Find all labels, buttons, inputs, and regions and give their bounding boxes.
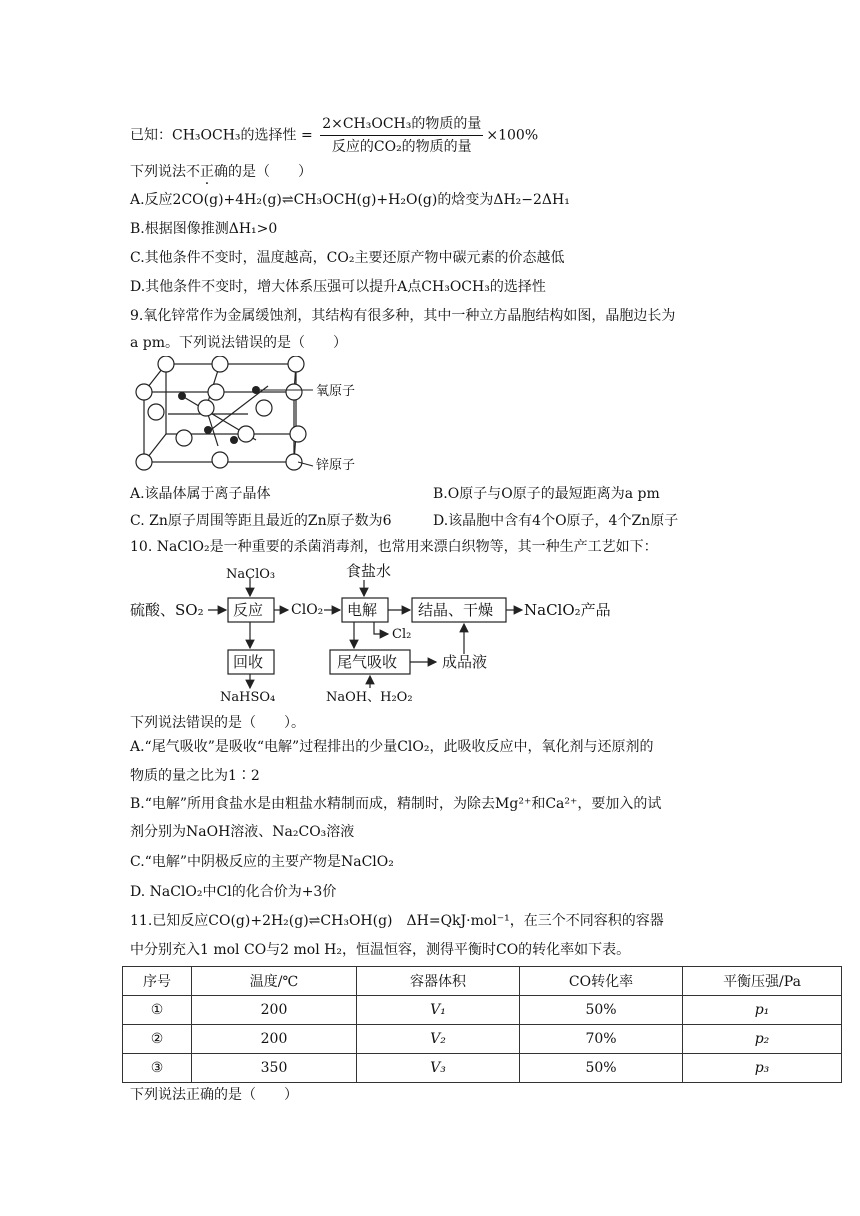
header-pressure: 平衡压强/Pa	[683, 967, 842, 996]
cell-conversion: 70%	[520, 1025, 683, 1054]
cell-index: ②	[123, 1025, 192, 1054]
q8-option-a: A.反应2CO(g)+4H₂(g)⇌CH₃OCH(g)+H₂O(g)的焓变为ΔH₂−2ΔH₁	[130, 192, 570, 208]
zinc-atom	[158, 356, 174, 372]
oxygen-atom	[230, 436, 238, 444]
cell-index: ①	[123, 996, 192, 1025]
q10-option-c: C.“电解”中阴极反应的主要产物是NaClO₂	[130, 854, 394, 870]
q10-option-a-line2: 物质的量之比为1∶2	[130, 768, 260, 784]
flow-reagents: NaOH、H₂O₂	[326, 690, 413, 705]
cell-conversion: 50%	[520, 1054, 683, 1083]
oxygen-atom	[178, 392, 186, 400]
flow-brine: 食盐水	[346, 562, 392, 580]
cell-conversion: 50%	[520, 996, 683, 1025]
q9-option-d: D.该晶胞中含有4个O原子，4个Zn原子	[433, 513, 679, 529]
zinc-atom	[148, 404, 164, 420]
q11-stem-line2: 中分别充入1 mol CO与2 mol H₂，恒温恒容，测得平衡时CO的转化率如下表。	[130, 942, 631, 958]
zinc-atom	[136, 454, 152, 470]
conversion-table	[122, 966, 842, 1083]
cell-volume: V₂	[357, 1025, 520, 1054]
fraction-denominator: 反应的CO₂的物质的量	[331, 139, 472, 155]
cell-temperature: 200	[192, 996, 357, 1025]
table-row	[123, 996, 842, 1025]
q9-stem-line1: 9.氧化锌常作为金属缓蚀剂，其结构有很多种，其中一种立方晶胞结构如图，晶胞边长为	[130, 308, 676, 324]
q8-option-d: D.其他条件不变时，增大体系压强可以提升A点CH₃OCH₃的选择性	[130, 279, 546, 295]
zinc-atom	[290, 426, 306, 442]
q10-stem: 10. NaClO₂是一种重要的杀菌消毒剂，也常用来漂白织物等，其一种生产工艺如下：	[130, 539, 658, 555]
flow-nahso4: NaHSO₄	[220, 690, 276, 705]
known-target: CH₃OCH₃的选择性	[172, 127, 297, 144]
q8-stem-part2: 确的是（ ）	[214, 164, 312, 180]
q8-stem-emphasis: 正	[200, 164, 214, 180]
cell-temperature: 350	[192, 1054, 357, 1083]
zinc-atom	[212, 452, 228, 468]
zinc-atom	[176, 430, 192, 446]
header-index: 序号	[123, 967, 192, 996]
table-header-row	[123, 967, 842, 996]
oxygen-atom	[204, 426, 212, 434]
zinc-atom	[256, 400, 272, 416]
flow-electrolysis: 电解	[347, 601, 378, 619]
q9-option-b: B.O原子与O原子的最短距离为a pm	[433, 486, 660, 502]
table-row	[123, 1025, 842, 1054]
flow-tail-gas: 尾气吸收	[337, 653, 398, 671]
flow-naclo3: NaClO₃	[226, 567, 276, 582]
oxygen-atom	[252, 386, 260, 394]
q10-option-d: D. NaClO₂中Cl的化合价为+3价	[130, 884, 337, 900]
zinc-atom	[212, 356, 228, 372]
q9-option-c: C. Zn原子周围等距且最近的Zn原子数为6	[130, 513, 392, 529]
q11-ask: 下列说法正确的是（ ）	[130, 1087, 298, 1103]
cell-pressure: p₃	[683, 1054, 842, 1083]
q10-option-b-line1: B.“电解”所用食盐水是由粗盐水精制而成，精制时，为除去Mg²⁺和Ca²⁺，要加入的试	[130, 796, 662, 812]
flow-clo2: ClO₂	[291, 602, 324, 618]
flow-recovery: 回收	[233, 653, 264, 671]
header-volume: 容器体积	[357, 967, 520, 996]
q9-stem-line2: a pm。下列说法错误的是（ ）	[130, 335, 348, 351]
cell-volume: V₃	[357, 1054, 520, 1083]
cell-volume: V₁	[357, 996, 520, 1025]
flow-input: 硫酸、SO₂	[130, 601, 204, 619]
cell-temperature: 200	[192, 1025, 357, 1054]
q8-stem	[130, 162, 312, 182]
cell-pressure: p₁	[683, 996, 842, 1025]
flow-crystallize: 结晶、干燥	[418, 601, 494, 619]
selectivity-fraction	[320, 114, 483, 157]
q8-option-c: C.其他条件不变时，温度越高，CO₂主要还原产物中碳元素的价态越低	[130, 250, 565, 266]
flow-product: NaClO₂产品	[524, 601, 611, 619]
zinc-atom	[208, 384, 224, 400]
zinc-atom	[238, 426, 254, 442]
cell-pressure: p₂	[683, 1025, 842, 1054]
zinc-atom	[288, 356, 304, 372]
cell-index: ③	[123, 1054, 192, 1083]
flow-reaction: 反应	[233, 601, 264, 619]
oxygen-atom-label: 氧原子	[316, 384, 356, 399]
q10-option-a-line1: A.“尾气吸收”是吸收“电解”过程排出的少量ClO₂，此吸收反应中，氧化剂与还原剂的	[130, 739, 654, 755]
zinc-atom-label: 锌原子	[316, 458, 356, 473]
q8-stem-part1: 下列说法不	[130, 164, 200, 180]
known-suffix: ×100%	[486, 127, 539, 144]
q11-stem-line1: 11.已知反应CO(g)+2H₂(g)⇌CH₃OH(g) ΔH=QkJ·mol⁻¹，在三个不同容积的容器	[130, 913, 664, 929]
zinc-atom	[198, 400, 214, 416]
flow-finished-liquid: 成品液	[442, 653, 488, 671]
zinc-atom	[136, 384, 152, 400]
fraction-numerator: 2×CH₃OCH₃的物质的量	[320, 114, 483, 136]
table-row	[123, 1054, 842, 1083]
zinc-atom	[286, 384, 302, 400]
header-conversion: CO转化率	[520, 967, 683, 996]
known-prefix: 已知：	[130, 127, 172, 144]
q10-ask: 下列说法错误的是（ ）。	[130, 715, 305, 731]
header-temperature: 温度/℃	[192, 967, 357, 996]
q9-option-a: A.该晶体属于离子晶体	[130, 486, 271, 502]
flow-cl2: Cl₂	[392, 627, 412, 642]
q8-option-b: B.根据图像推测ΔH₁>0	[130, 221, 278, 237]
q10-option-b-line2: 剂分别为NaOH溶液、Na₂CO₃溶液	[130, 824, 355, 840]
known-formula: 已知：CH₃OCH₃的选择性 = $\frac{\text{2×CH₃OCH₃的物质的量}}{\text{反应的CO₂的物质的量}}$ ×100%	[130, 116, 539, 155]
